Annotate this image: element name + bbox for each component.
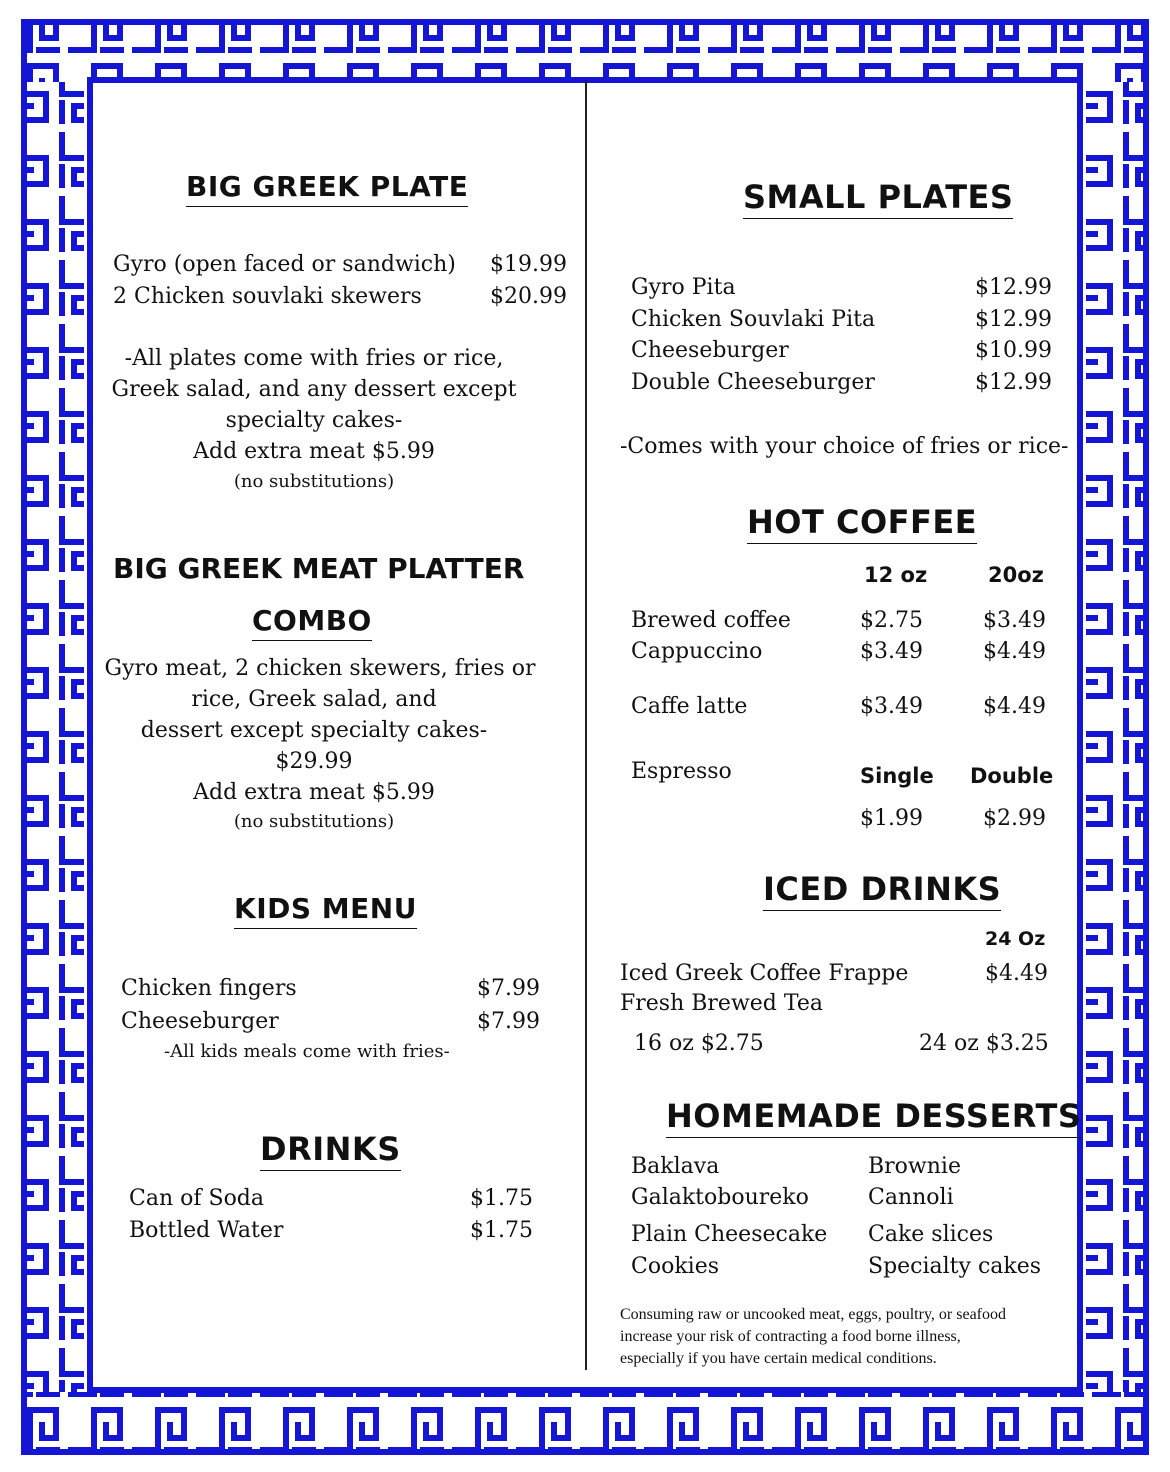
menu-item-name: Caffe latte bbox=[631, 694, 748, 719]
add-extra-meat: Add extra meat $5.99 bbox=[193, 780, 435, 805]
menu-item-price: $1.75 bbox=[470, 1218, 533, 1243]
menu-item-price: $12.99 bbox=[975, 370, 1052, 395]
meat-platter-heading-combo: COMBO bbox=[252, 604, 372, 641]
menu-item-price: $3.49 bbox=[860, 639, 923, 664]
dessert-item: Plain Cheesecake bbox=[631, 1222, 828, 1247]
no-substitutions: (no substitutions) bbox=[233, 471, 395, 492]
espresso-double-label: Double bbox=[970, 764, 1054, 788]
tea-small-price: 16 oz $2.75 bbox=[634, 1031, 764, 1056]
menu-item-price: $19.99 bbox=[490, 252, 567, 277]
menu-item-name: Cappuccino bbox=[631, 639, 763, 664]
platter-desc-line: Gyro meat, 2 chicken skewers, fries or bbox=[104, 656, 536, 681]
menu-item-price: $3.49 bbox=[860, 694, 923, 719]
menu-item-price: $3.49 bbox=[983, 608, 1046, 633]
kids-menu-heading: KIDS MENU bbox=[234, 892, 417, 929]
menu-item-price: $1.75 bbox=[470, 1186, 533, 1211]
menu-item-price: $2.99 bbox=[983, 806, 1046, 831]
menu-item-name: Can of Soda bbox=[129, 1186, 265, 1211]
dessert-item: Specialty cakes bbox=[868, 1254, 1042, 1279]
menu-item-price: $10.99 bbox=[975, 338, 1052, 363]
platter-desc-line: dessert except specialty cakes- bbox=[140, 718, 488, 743]
hot-coffee-heading: HOT COFFEE bbox=[747, 503, 977, 544]
dessert-item: Cannoli bbox=[868, 1185, 954, 1210]
menu-item-name: Gyro (open faced or sandwich) bbox=[113, 252, 456, 277]
dessert-item: Cake slices bbox=[868, 1222, 994, 1247]
small-plates-heading: SMALL PLATES bbox=[743, 178, 1013, 219]
menu-item-price: $4.49 bbox=[983, 694, 1046, 719]
menu-item-name: Fresh Brewed Tea bbox=[620, 991, 823, 1016]
espresso-single-label: Single bbox=[860, 764, 934, 788]
menu-item-price: $2.75 bbox=[860, 608, 923, 633]
dessert-item: Brownie bbox=[868, 1154, 961, 1179]
no-substitutions: (no substitutions) bbox=[233, 811, 395, 832]
disclaimer-line: Consuming raw or uncooked meat, eggs, poultry, or seafood bbox=[620, 1306, 1006, 1323]
menu-item-name: Brewed coffee bbox=[631, 608, 791, 633]
menu-item-price: $1.99 bbox=[860, 806, 923, 831]
menu-item-price: $12.99 bbox=[975, 275, 1052, 300]
plate-note-line: -All plates come with fries or rice, bbox=[124, 346, 504, 371]
tea-large-price: 24 oz $3.25 bbox=[919, 1031, 1049, 1056]
menu-item-name: Chicken Souvlaki Pita bbox=[631, 307, 876, 332]
kids-note: -All kids meals come with fries- bbox=[164, 1041, 450, 1062]
dessert-item: Cookies bbox=[631, 1254, 719, 1279]
dessert-item: Galaktoboureko bbox=[631, 1185, 809, 1210]
size-20oz-label: 20oz bbox=[988, 563, 1044, 587]
menu-item-name: Gyro Pita bbox=[631, 275, 736, 300]
size-24oz-label: 24 Oz bbox=[985, 928, 1046, 950]
iced-drinks-heading: ICED DRINKS bbox=[763, 870, 1001, 911]
menu-item-name: Chicken fingers bbox=[121, 976, 297, 1001]
platter-desc-line: rice, Greek salad, and bbox=[191, 687, 437, 712]
menu-item-name: Cheeseburger bbox=[121, 1009, 279, 1034]
menu-item-name: Cheeseburger bbox=[631, 338, 789, 363]
size-12oz-label: 12 oz bbox=[864, 563, 928, 587]
menu-item-price: $20.99 bbox=[490, 284, 567, 309]
add-extra-meat: Add extra meat $5.99 bbox=[193, 439, 435, 464]
column-divider bbox=[585, 80, 587, 1370]
menu-item-name: Iced Greek Coffee Frappe bbox=[620, 961, 909, 986]
homemade-desserts-heading: HOMEMADE DESSERTS bbox=[666, 1097, 1081, 1138]
menu-item-name: 2 Chicken souvlaki skewers bbox=[113, 284, 422, 309]
menu-item-price: $4.49 bbox=[985, 961, 1048, 986]
meat-platter-heading: BIG GREEK MEAT PLATTER bbox=[113, 552, 525, 585]
menu-item-name: Espresso bbox=[631, 759, 732, 784]
menu-item-price: $4.49 bbox=[983, 639, 1046, 664]
small-plates-note: -Comes with your choice of fries or rice- bbox=[620, 434, 1069, 459]
platter-price: $29.99 bbox=[275, 749, 353, 774]
disclaimer-line: especially if you have certain medical conditions. bbox=[620, 1350, 937, 1367]
plate-note-line: specialty cakes- bbox=[225, 408, 403, 433]
menu-item-name: Bottled Water bbox=[129, 1218, 284, 1243]
dessert-item: Baklava bbox=[631, 1154, 720, 1179]
menu-item-name: Double Cheeseburger bbox=[631, 370, 875, 395]
menu-item-price: $7.99 bbox=[477, 1009, 540, 1034]
menu-item-price: $7.99 bbox=[477, 976, 540, 1001]
plate-note-line: Greek salad, and any dessert except bbox=[111, 377, 517, 402]
disclaimer-line: increase your risk of contracting a food borne illness, bbox=[620, 1328, 961, 1345]
menu-item-price: $12.99 bbox=[975, 307, 1052, 332]
drinks-heading: DRINKS bbox=[260, 1130, 401, 1171]
big-greek-plate-heading: BIG GREEK PLATE bbox=[186, 170, 468, 207]
food-safety-disclaimer bbox=[620, 1304, 1006, 1370]
